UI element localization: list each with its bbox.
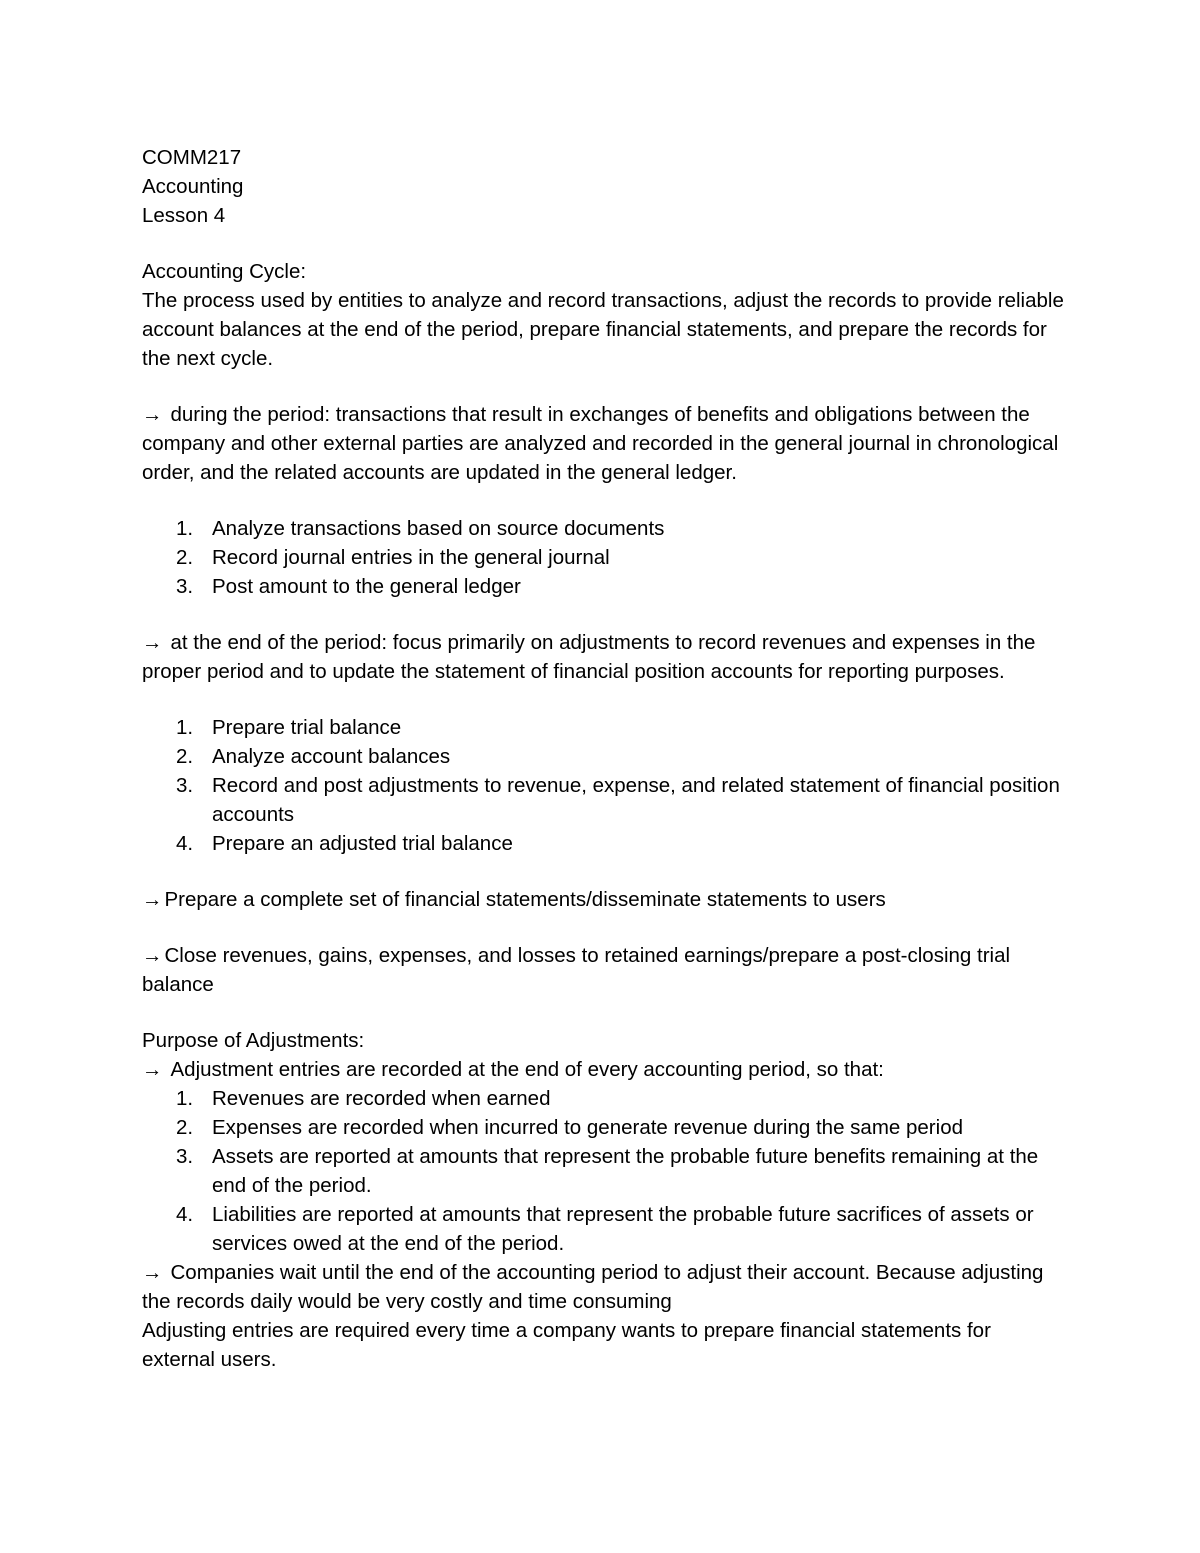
during-period-text: during the period: transactions that result in exchanges of benefits and obligations between the company and other external parties are analyzed and recorded in the general journal in chronological order, and the related accounts are updated in the general ledger. [142, 403, 1059, 484]
list-item: 3. Post amount to the general ledger [176, 575, 521, 598]
course-code: COMM217 [142, 146, 242, 169]
accounting-cycle-definition: The process used by entities to analyze and record transactions, adjust the records to provide reliable account balances at the end of the period, prepare financial statements, and prepare the records for the next cycle. [142, 289, 1064, 370]
end-period-text: at the end of the period: focus primarily on adjustments to record revenues and expenses in the proper period and to update the statement of financial position accounts for reporting purposes. [142, 631, 1036, 683]
arrow-icon: → [142, 1261, 163, 1284]
accounting-cycle-heading: Accounting Cycle: [142, 260, 307, 283]
arrow-icon: → [142, 888, 163, 911]
list-item: 2. Analyze account balances [176, 745, 451, 768]
arrow-icon: → [142, 944, 163, 967]
list-item: 4. Liabilities are reported at amounts that represent the probable future sacrifices of assets or services owed at the end of the period. [176, 1203, 1034, 1255]
document-page [142, 143, 1067, 1374]
list-item: 2. Expenses are recorded when incurred to generate revenue during the same period [176, 1116, 963, 1139]
arrow-icon: → [142, 403, 163, 426]
prepare-statements-line: →Prepare a complete set of financial statements/disseminate statements to users [142, 885, 1067, 914]
purpose-heading: Purpose of Adjustments: [142, 1029, 365, 1052]
arrow-icon: → [142, 1058, 163, 1081]
arrow-icon: → [142, 631, 163, 654]
during-period-paragraph [142, 400, 1067, 487]
list-item: 1. Revenues are recorded when earned [176, 1087, 551, 1110]
list-item: 4. Prepare an adjusted trial balance [176, 832, 513, 855]
purpose-intro: → Adjustment entries are recorded at the end of every accounting period, so that: [142, 1055, 1067, 1084]
subject-title: Accounting [142, 175, 244, 198]
required-note: Adjusting entries are required every time a company wants to prepare financial statements for external users. [142, 1319, 991, 1371]
list-item: 3. Assets are reported at amounts that represent the probable future benefits remaining at the end of the period. [176, 1145, 1039, 1197]
list-item: 3. Record and post adjustments to revenue, expense, and related statement of financial position accounts [176, 774, 1060, 826]
close-accounts-line: →Close revenues, gains, expenses, and losses to retained earnings/prepare a post-closing trial balance [142, 941, 1067, 999]
during-period-steps [142, 514, 1067, 601]
end-period-paragraph [142, 628, 1067, 686]
purpose-items [142, 1084, 1067, 1258]
lesson-title: Lesson 4 [142, 204, 226, 227]
list-item: 1. Prepare trial balance [176, 716, 402, 739]
list-item: 2. Record journal entries in the general journal [176, 546, 610, 569]
list-item: 1. Analyze transactions based on source documents [176, 517, 665, 540]
end-period-steps [142, 713, 1067, 858]
wait-note: → Companies wait until the end of the accounting period to adjust their account. Because adjusting the records daily would be very costly and time consuming [142, 1258, 1067, 1316]
